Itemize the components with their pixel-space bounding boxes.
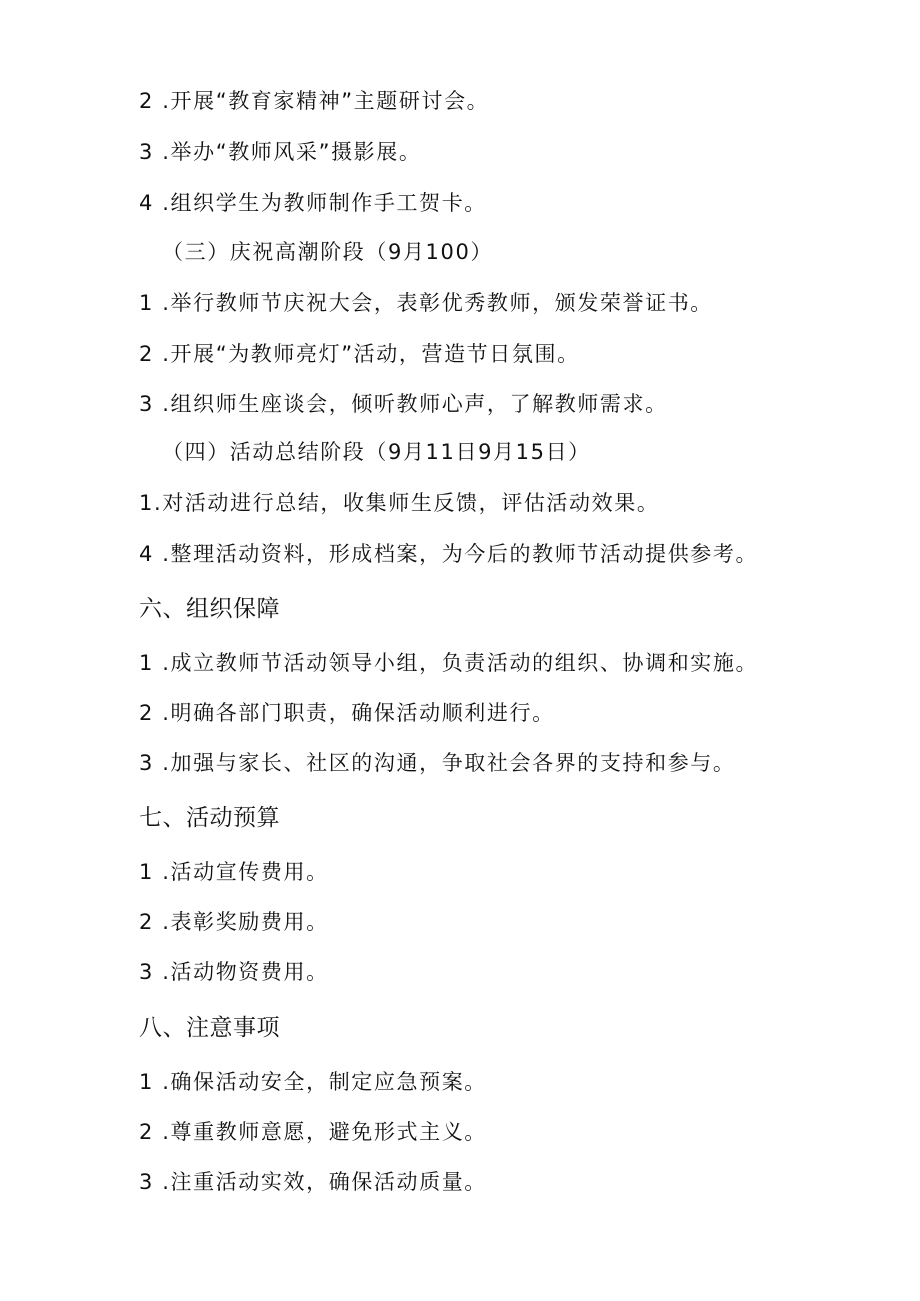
list-item: 2 .明确各部门职责，确保活动顺利进行。: [139, 701, 555, 725]
list-item: 2 .开展“为教师亮灯”活动，营造节日氛围。: [139, 342, 580, 366]
list-item: 1 .确保活动安全，制定应急预案。: [139, 1070, 487, 1094]
list-item: 1 .成立教师节活动领导小组，负责活动的组织、协调和实施。: [139, 651, 759, 675]
list-item: 3 .活动物资费用。: [139, 960, 329, 984]
list-item: 4 .组织学生为教师制作手工贺卡。: [139, 191, 487, 215]
list-item: 3 .注重活动实效，确保活动质量。: [139, 1170, 487, 1194]
list-item: 3 .组织师生座谈会，倾听教师心声，了解教师需求。: [139, 392, 668, 416]
list-item: 1.对活动进行总结，收集师生反馈，评估活动效果。: [139, 491, 660, 515]
section-heading: 六、组织保障: [139, 596, 280, 622]
list-item: 2 .表彰奖励费用。: [139, 910, 329, 934]
subsection-heading: （四）活动总结阶段（9月11日9月15日）: [162, 440, 591, 464]
list-item: 1 .举行教师节庆祝大会，表彰优秀教师，颁发荣誉证书。: [139, 291, 713, 315]
section-heading: 八、注意事项: [139, 1015, 280, 1041]
section-heading: 七、活动预算: [139, 805, 280, 831]
list-item: 4 .整理活动资料，形成档案，为今后的教师节活动提供参考。: [139, 542, 759, 566]
list-item: 2 .尊重教师意愿，避免形式主义。: [139, 1120, 487, 1144]
list-item: 1 .活动宣传费用。: [139, 860, 329, 884]
list-item: 3 .举办“教师风采”摄影展。: [139, 140, 422, 164]
list-item: 2 .开展“教育家精神”主题研讨会。: [139, 89, 490, 113]
list-item: 3 .加强与家长、社区的沟通，争取社会各界的支持和参与。: [139, 751, 736, 775]
subsection-heading: （三）庆祝高潮阶段（9月100）: [162, 240, 494, 264]
